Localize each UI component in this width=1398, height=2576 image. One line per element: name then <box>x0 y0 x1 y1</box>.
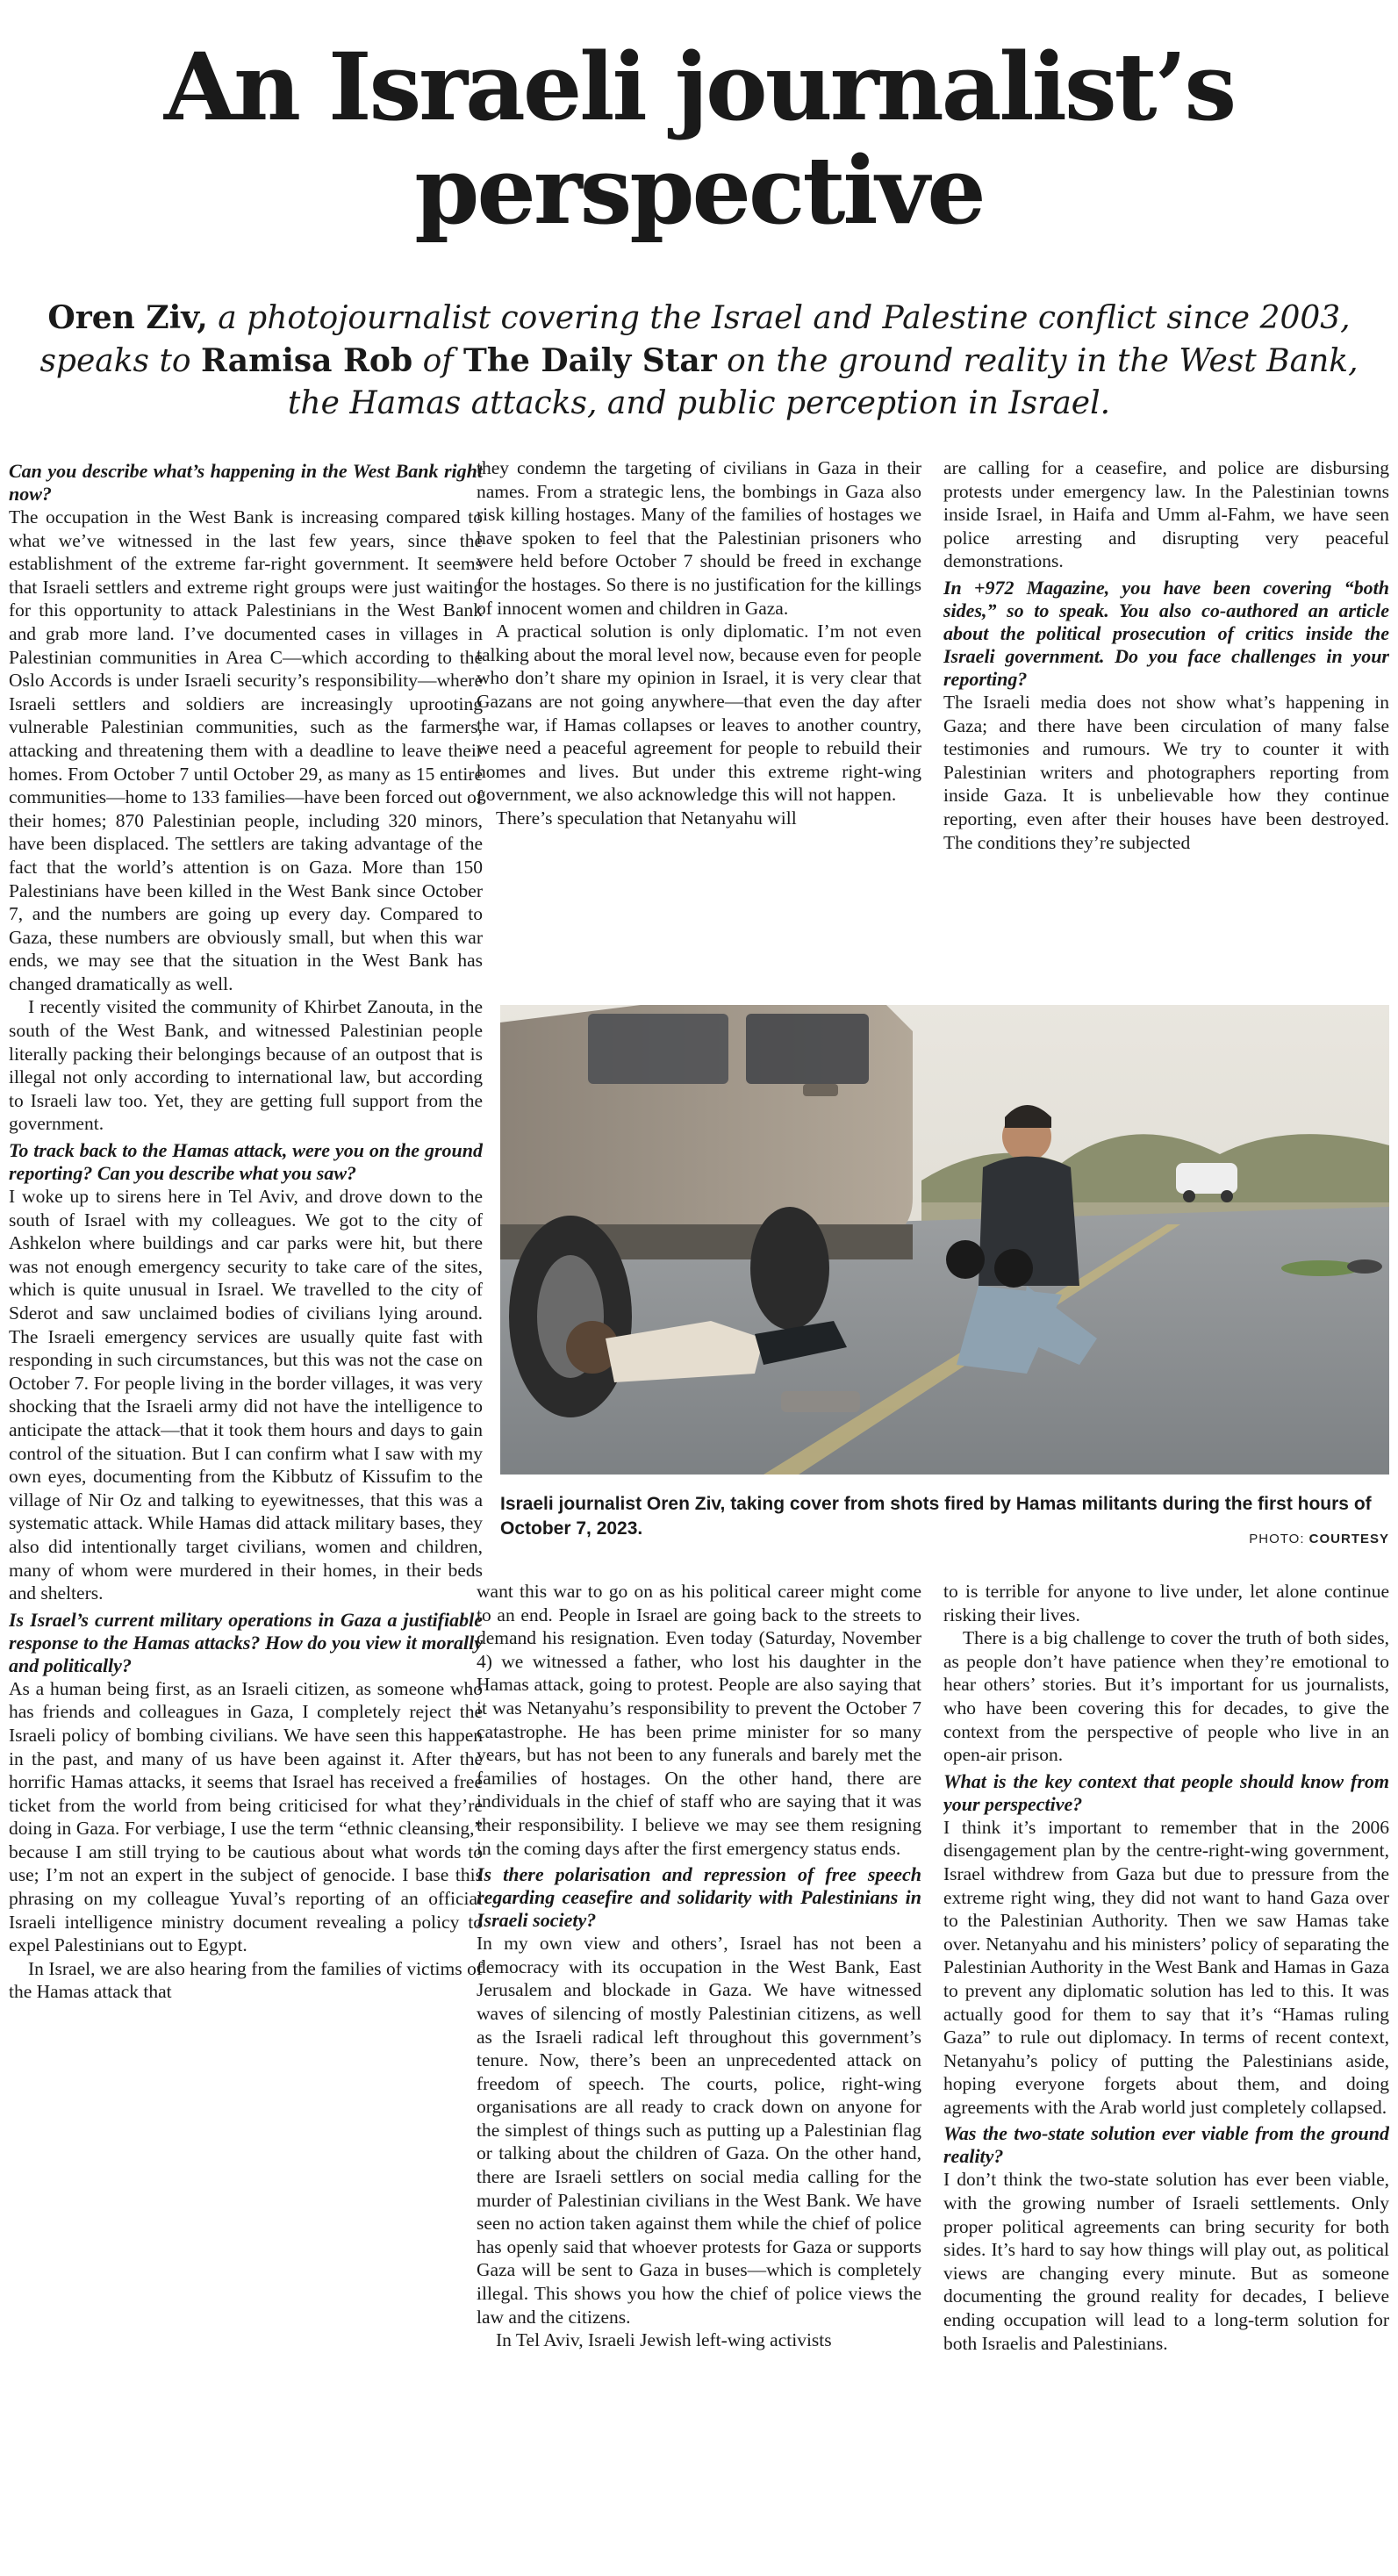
deck-text: on the ground reality in the West Bank, the Hamas attacks, and public perception in Israel. <box>287 343 1359 421</box>
interview-question: Is Israel’s current military operations in Gaza a justifiable response to the Hamas attacks? How do you view it morally and politically? <box>9 1608 483 1676</box>
answer-paragraph: As a human being first, as an Israeli citizen, as someone who has friends and colleagues in Gaza, I completely reject the Israeli policy of bombing civilians. We have seen this happen in the past, and many of us have been against it. After the horrific Hamas attacks, it seems that Israel has received a free ticket from the world from being criticised for what they’re doing in Gaza. For verbiage, I use the term “ethnic cleansing,” because I am still trying to be cautious about what words to use; I’m not an expert in the subject of genocide. I base this phrasing on my colleague Yuval’s reporting of an official Israeli intelligence ministry document revealing a policy to expel Palestinians out to Egypt. <box>9 1677 483 1956</box>
answer-paragraph: A practical solution is only diplomatic. I’m not even talking about the moral level now, because even for people who don’t share my opinion in Israel, it is very clear that Gazans are not going anywhere—that even the day after the war, if Hamas collapses or leaves to another country, we need a peaceful agreement for people to rebuild their homes and lives. But under this extreme right-wing government, we also acknowledge this will not happen. <box>477 621 921 806</box>
deck-name-interviewee: Oren Ziv, <box>47 299 208 336</box>
answer-paragraph: There is a big challenge to cover the truth of both sides, as people don’t have patience when they’re emotional to hear others’ stories. But it’s important for us journalists, who have been covering this for decades, to give the context from the perspective of people who live in an open-air prison. <box>943 1627 1389 1766</box>
deck-name-interviewer: Ramisa Rob <box>201 342 413 379</box>
answer-paragraph: are calling for a ceasefire, and police are disbursing protests under emergency law. In the Palestinian towns inside Israel, in Haifa and Umm al-Fahm, we have seen police arresting and disrupting very peaceful demonstrations. <box>943 457 1389 572</box>
photo-credit <box>1249 1532 1389 1546</box>
answer-paragraph: I don’t think the two-state solution has ever been viable, with the growing number of Israeli settlements. Only proper political agreements can bring security for both sides. It’s hard to say how things will play out, as political views are changing every minute. But as someone documenting the ground reality for decades, I believe ending occupation will lead to a long-term solution for both Israelis and Palestinians. <box>943 2169 1389 2354</box>
article-column-2-bottom <box>477 1580 921 2567</box>
article-column-3-bottom <box>943 1580 1389 2567</box>
article-column-3-top <box>943 456 1389 952</box>
answer-paragraph: they condemn the targeting of civilians in Gaza in their names. From a strategic lens, the bombings in Gaza also risk killing hostages. Many of the families of hostages we have spoken to feel that the Palestinian prisoners who were held before October 7 should be freed in exchange for the hostages. So there is no justification for the killings of innocent women and children in Gaza. <box>477 457 921 619</box>
answer-paragraph: I recently visited the community of Khirbet Zanouta, in the south of the West Bank, and witnessed Palestinian people literally packing their belongings because of an outpost that is illegal not only according to international law, but according to Israeli law too. Yet, they are getting full support from the government. <box>9 996 483 1135</box>
deck-subheadline <box>26 297 1372 425</box>
interview-question: Is there polarisation and repression of free speech regarding ceasefire and solidarity with Palestinians in Israeli society? <box>477 1863 921 1932</box>
answer-paragraph: In Tel Aviv, Israeli Jewish left-wing activists <box>496 2329 832 2351</box>
headline-line-2: perspective <box>414 135 984 245</box>
deck-text: a photojournalist covering the Israel and Palestine conflict since 2003, speaks to <box>39 300 1351 379</box>
interview-question: What is the key context that people should know from your perspective? <box>943 1769 1389 1815</box>
deck-text: of <box>412 343 464 379</box>
interview-question: To track back to the Hamas attack, were you on the ground reporting? Can you describe what you saw? <box>9 1139 483 1185</box>
headline-line-1: An Israeli journalist’s <box>163 32 1235 141</box>
photo-caption: Israeli journalist Oren Ziv, taking cover from shots fired by Hamas militants during the first hours of October 7, 2023. <box>500 1494 1372 1539</box>
photo-credit-value: COURTESY <box>1308 1532 1389 1546</box>
answer-paragraph: I woke up to sirens here in Tel Aviv, and drove down to the south of Israel with my colleagues. We got to the city of Ashkelon where buildings and car parks were hit, but there was not enough emergency security to take care of the sites, which is quite unusual in Israel. We travelled to the city of Sderot and saw unclaimed bodies of civilians lying around. The Israeli emergency services are usually quite fast with responding in such circumstances, but this was not the case on October 7. For people living in the border villages, it was very shocking that the Israeli army did not have the intelligence to anticipate the attack—that it took them hours and days to gain control of the situation. But I can confirm what I saw with my own eyes, documenting from the Kibbutz of Kissufim to the village of Nir Oz and talking to eyewitnesses, that this was a systematic attack. While Hamas did attack military bases, they also did intentionally target civilians, women and children, many of whom were murdered in their homes, in their beds and shelters. <box>9 1186 483 1604</box>
answer-paragraph: In Israel, we are also hearing from the families of victims of the Hamas attack that <box>9 1957 483 2003</box>
answer-paragraph: The occupation in the West Bank is increasing compared to what we’ve witnessed in the last few years, since the establishment of the extreme far-right government. It seems that Israeli settlers and extreme right groups were just waiting for this opportunity to attack Palestinians in the West Bank and grab more land. I’ve documented cases in villages in Palestinian communities in Area C—which according to the Oslo Accords is under Israeli security’s responsibility—where Israeli settlers and soldiers are increasingly uprooting vulnerable Palestinian communities, such as the farmers, attacking and threatening them with a deadline to leave their homes. From October 7 until October 29, as many as 15 entire communities—home to 133 families—have been forced out of their homes; 870 Palestinian people, including 320 minors, have been displaced. The settlers are taking advantage of the fact that the world’s attention is on Gaza. More than 150 Palestinians have been killed in the West Bank since October 7, and the numbers are going up every day. Compared to Gaza, these numbers are obviously small, but when this war ends, we may see that the situation in the West Bank has changed dramatically as well. <box>9 506 483 994</box>
photo-illustration <box>500 1005 1389 1475</box>
interview-question: Can you describe what’s happening in the West Bank right now? <box>9 460 483 505</box>
photo-credit-label: PHOTO: <box>1249 1532 1305 1546</box>
answer-paragraph: In my own view and others’, Israel has not been a democracy with its occupation in the West Bank, East Jerusalem and blockade in Gaza. We have witnessed waves of silencing of mostly Palestinian citizens, as well as the Israeli radical left throughout this government’s tenure. Now, there’s been an unprecedented attack on freedom of speech. The courts, police, right-wing organisations are all ready to crack down on anyone for the simplest of things such as putting up a Palestinian flag or talking about the children of Gaza. On the other hand, there are Israeli settlers on social media calling for the murder of Palestinian civilians in the West Bank. We have seen no action taken against them while the chief of police has openly said that whoever protests for Gaza or supports Gaza will be sent to Gaza in buses—which is completely illegal. This shows you how the chief of police views the law and the citizens. <box>477 1933 921 2328</box>
interview-question: In +972 Magazine, you have been covering “both sides,” so to speak. You also co-authored an article about the political prosecution of critics inside the Israeli government. Do you face challenges in your reporting? <box>943 576 1389 690</box>
news-photo <box>500 1005 1389 1475</box>
article-column-1 <box>9 456 483 2567</box>
answer-paragraph: I think it’s important to remember that in the 2006 disengagement plan by the centre-right-wing government, Israel withdrew from Gaza but due to pressure from the extreme right wing, they did not want to hand Gaza over to the Palestinian Authority. Then we saw Hamas take over. Netanyahu and his ministers’ policy of separating the Palestinian Authority in the West Bank and Hamas in Gaza to prevent any diplomatic solution has led to this. It was actually good for them to say that it’s “Hamas ruling Gaza” to rule out diplomacy. In terms of recent context, Netanyahu’s policy of putting the Palestinians aside, hoping everyone forgets about them, and doing agreements with the Arab world just completely collapsed. <box>943 1816 1389 2118</box>
interview-question: Was the two-state solution ever viable from the ground reality? <box>943 2122 1389 2168</box>
answer-paragraph: There’s speculation that Netanyahu will <box>496 807 797 829</box>
answer-paragraph: The Israeli media does not show what’s happening in Gaza; and there have been circulation of many false testimonies and rumours. We try to counter it with Palestinian writers and photographers reporting from inside Gaza. It is unbelievable how they continue reporting, even after their houses have been destroyed. The conditions they’re subjected <box>943 691 1389 853</box>
deck-publication-name: The Daily Star <box>463 342 717 379</box>
answer-paragraph: to is terrible for anyone to live under, let alone continue risking their lives. <box>943 1581 1389 1625</box>
headline <box>0 32 1398 245</box>
answer-paragraph: want this war to go on as his political career might come to an end. People in Israel are going back to the streets to demand his resignation. Even today (Saturday, November 4) we witnessed a father, who lost his daughter in the Hamas attack, going to protest. People are also saying that it was Netanyahu’s responsibility to prevent the October 7 catastrophe. He has been prime minister for so many years, but has not been to any funerals and barely met the families of hostages. On the other hand, there are individuals in the chief of staff who are saying that it was their responsibility. I believe we may see them resigning in the coming days after the first emergency status ends. <box>477 1581 921 1859</box>
article-column-2-top <box>477 456 921 952</box>
